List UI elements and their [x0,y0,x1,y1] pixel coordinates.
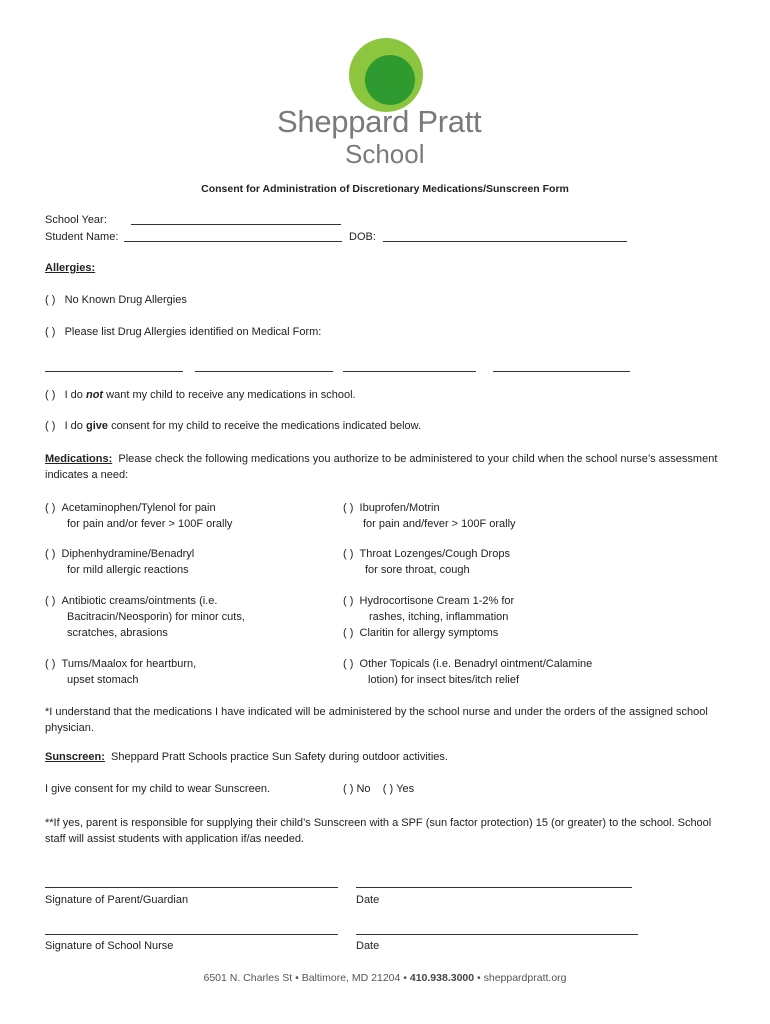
checkbox[interactable]: ( ) [343,595,354,607]
med-hydrocortisone[interactable]: ( ) Hydrocortisone Cream 1-2% for rashes, itching, inflammation [343,595,515,623]
med-ibuprofen[interactable]: ( ) Ibuprofen/Motrin for pain and/fever > 100F orally [343,502,516,530]
do-not-consent-row[interactable]: ( ) I do not want my child to receive any medications in school. [45,389,356,401]
option-yes: Yes [396,783,415,795]
med-acetaminophen[interactable]: ( ) Acetaminophen/Tylenol for pain for pain and/or fever > 100F orally [45,502,233,530]
allergy-field-2[interactable] [195,371,333,372]
med-throat-lozenges[interactable]: ( ) Throat Lozenges/Cough Drops for sore throat, cough [343,548,510,576]
form-title: Consent for Administration of Discretionary Medications/Sunscreen Form [201,183,569,195]
checkbox[interactable]: ( ) [45,595,56,607]
allergy-field-1[interactable] [45,371,183,372]
footer-website: • sheppardpratt.org [477,972,567,984]
nurse-signature-line[interactable] [45,934,338,935]
checkbox[interactable]: ( ) [45,294,56,306]
school-year-label: School Year: [45,214,107,226]
checkbox[interactable]: ( ) [45,548,56,560]
checkbox[interactable]: ( ) [343,548,354,560]
student-name-label: Student Name: [45,231,119,243]
sunscreen-heading: Sunscreen: [45,751,105,763]
emphasis-not: not [85,389,104,401]
no-known-allergies-row[interactable] [45,294,187,306]
checkbox[interactable]: ( ) [343,627,354,639]
parent-signature-label: Signature of Parent/Guardian [45,894,189,906]
parent-signature-line[interactable] [45,887,338,888]
logo-subtitle: School [345,139,425,169]
med-other-topicals[interactable]: ( ) Other Topicals (i.e. Benadryl ointment/Calamine lotion) for insect bites/itch relief [343,658,593,686]
sunscreen-note: **If yes, parent is responsible for supplying their child’s Sunscreen with a SPF (sun factor protection) 15 (or greater) to the school. School staff will assist students with application if/as needed. [45,817,712,845]
med-claritin[interactable]: ( ) Claritin for allergy symptoms [343,627,499,639]
logo-name: Sheppard Pratt [277,104,482,139]
school-year-row [45,214,107,226]
option-no: No [356,783,371,795]
no-known-allergies-label: No Known Drug Allergies [64,294,187,306]
checkbox[interactable]: ( ) [45,326,56,338]
nurse-date-line[interactable] [356,934,638,935]
medications-heading: Medications: [45,453,113,465]
checkbox[interactable]: ( ) [45,658,56,670]
allergies-heading: Allergies: [45,262,96,274]
medications-note: *I understand that the medications I have indicated will be administered by the school nurse and under the orders of the assigned school physician. [45,706,708,734]
nurse-date-label: Date [356,940,380,952]
sunscreen-consent-label: I give consent for my child to wear Sunscreen. [45,783,270,795]
checkbox[interactable]: ( ) [45,389,56,401]
footer-phone: 410.938.3000 [409,972,475,984]
dob-label: DOB: [349,231,376,243]
med-diphenhydramine[interactable]: ( ) Diphenhydramine/Benadryl for mild allergic reactions [45,548,195,576]
allergy-field-3[interactable] [343,371,476,372]
dob-field[interactable] [383,231,627,242]
checkbox-yes[interactable]: ( ) [382,783,394,795]
school-year-field[interactable] [131,214,341,225]
parent-date-line[interactable] [356,887,632,888]
checkbox-no[interactable]: ( ) [343,783,354,795]
checkbox[interactable]: ( ) [343,502,354,514]
med-tums[interactable]: ( ) Tums/Maalox for heartburn, upset stomach [45,658,197,686]
list-allergies-label: Please list Drug Allergies identified on Medical Form: [64,326,322,338]
med-antibiotic-cream[interactable]: ( ) Antibiotic creams/ointments (i.e. Bacitracin/Neosporin) for minor cuts, scratches, abrasions [45,595,245,639]
do-give-consent-row[interactable]: ( ) I do give consent for my child to receive the medications indicated below. [45,420,422,432]
sunscreen-options [343,783,414,795]
allergy-field-4[interactable] [493,371,630,372]
emphasis-give: give [85,420,108,432]
medications-intro: Medications: Please check the following medications you authorize to be administered to your child when the school nurse’s assessment indicates a need: [45,453,718,481]
checkbox[interactable]: ( ) [45,420,56,432]
list-allergies-row[interactable] [45,326,321,338]
nurse-signature-label: Signature of School Nurse [45,940,174,952]
student-name-field[interactable] [124,231,342,242]
footer-address: 6501 N. Charles St • Baltimore, MD 21204 • 410.938.3000 • sheppardpratt.org [203,972,567,984]
parent-date-label: Date [356,894,380,906]
checkbox[interactable]: ( ) [343,658,354,670]
checkbox[interactable]: ( ) [45,502,56,514]
sunscreen-row: Sunscreen: Sheppard Pratt Schools practice Sun Safety during outdoor activities. [45,751,448,763]
